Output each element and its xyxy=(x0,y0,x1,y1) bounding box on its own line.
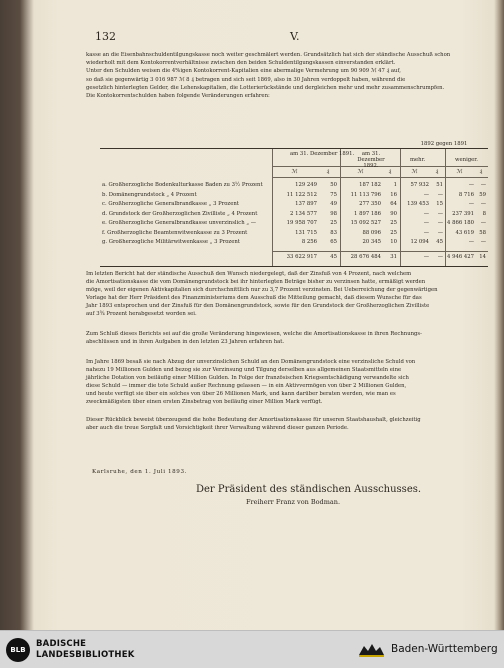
row-label: c. Großherzogliche Generalbrandkasse „ 3 Prozent xyxy=(102,201,239,207)
body-line: nahezu 19 Millionen Gulden und bezog sie zur Verzinsung und Tilgung derselben aus allgemeinen Staatsmitteln eine xyxy=(86,367,402,373)
table-cell: 83 xyxy=(330,229,337,236)
table-cell: 64 xyxy=(390,201,397,207)
table-cell: 139 453 xyxy=(407,201,429,207)
body-line: jährliche Dotation von beiläufig einer Million Gulden. In Folge der französischen Kriegsentschädigung verwandelte sich xyxy=(86,375,409,381)
body-line: Jahr 1893 entsprochen und der Zinsfuß für den Domänengrundstock, sowie für den Grundstock der Großherzoglichen Zivilliste xyxy=(86,303,430,309)
table-cell: 8 xyxy=(482,210,486,217)
table-cell: 25 xyxy=(390,229,397,236)
state-name: Baden-Württemberg xyxy=(391,643,498,655)
table-cell: 11 122 512 xyxy=(286,191,317,198)
col-header-more: mehr. xyxy=(410,157,426,163)
table-cell: — xyxy=(423,229,429,236)
table-cell: 1 897 186 xyxy=(354,210,381,217)
table-cell: — xyxy=(468,239,474,245)
table-cell: — xyxy=(480,201,486,207)
table-cell: 237 391 xyxy=(452,210,474,217)
intro-line: Unter den Schulden weisen die 4%igen Kontokorrent-Kapitalien eine abermalige Vermehrung um 90 909 ℳ 47 ₰ auf, xyxy=(86,68,401,75)
table-cell: 51 xyxy=(436,182,443,188)
dateline: Karlsruhe, den 1. Juli 1893. xyxy=(92,469,187,475)
table-cell: 43 619 xyxy=(455,229,474,236)
library-name-line2: LANDESBIBLIOTHEK xyxy=(36,650,135,660)
unit-cell: ℳ xyxy=(357,169,364,175)
table-cell: — xyxy=(480,182,486,188)
table-cell: 11 113 796 xyxy=(350,191,381,198)
table-cell: 19 958 707 xyxy=(286,220,317,226)
total-cell: — xyxy=(423,254,429,260)
table-cell: 88 096 xyxy=(362,229,381,236)
table-cell: 137 897 xyxy=(295,201,317,207)
unit-cell: ₰ xyxy=(479,169,483,175)
col-header-less: weniger. xyxy=(455,157,478,163)
library-footer xyxy=(0,630,504,668)
table-cell: — xyxy=(437,191,443,198)
body-line: Im letzten Bericht hat der ständische Ausschuß den Wunsch niedergelegt, daß der Zinsfuß von 4 Prozent, nach welchem xyxy=(86,271,412,277)
unit-cell: ℳ xyxy=(456,169,463,175)
body-line: abschlüssen und in ihren Aufgaben in den letzten 23 Jahren erfahren hat. xyxy=(86,339,285,345)
table-cell: 131 715 xyxy=(295,229,317,236)
row-label: a. Großherzogliche Bodenkulturkasse Baden zu 3½ Prozent xyxy=(102,182,263,188)
body-line: auf 3¾ Prozent herabgesetzt worden sei. xyxy=(86,311,197,317)
table-cell: 58 xyxy=(479,229,486,236)
total-cell: 45 xyxy=(330,254,337,260)
body-line: diese Schuld — immer die tote Schuld außer Rechnung gelassen — in ein Aktivvermögen von über 2 Millionen Gulden, xyxy=(86,383,407,389)
contokorrent-table xyxy=(100,141,488,267)
table-cell: 15 092 527 xyxy=(350,220,381,226)
total-cell: 28 676 484 xyxy=(350,254,381,260)
unit-cell: ₰ xyxy=(435,169,439,175)
table-cell: — xyxy=(423,220,429,226)
blb-logo-icon: BLB xyxy=(6,638,30,662)
library-name-line1: BADISCHE xyxy=(36,639,87,649)
section-number: V. xyxy=(290,30,300,43)
table-cell: 59 xyxy=(479,191,486,198)
table-cell: 129 249 xyxy=(295,182,317,188)
body-line: Zum Schluß dieses Berichts sei auf die große Veränderung hingewiesen, welche die Amortisationskasse in ihren Rechnungs- xyxy=(86,331,422,337)
unit-cell: ₰ xyxy=(326,169,330,175)
row-label: d. Grundstock der Großherzoglichen Zivilliste „ 4 Prozent xyxy=(102,210,258,217)
unit-cell: ℳ xyxy=(291,169,298,175)
total-cell: 33 622 917 xyxy=(286,254,317,260)
body-line: Vorlage hat der Herr Präsident des Finanzministeriums dem Ausschuß die Mitteilung gemacht, daß diesem Wunsche für das xyxy=(86,295,422,301)
table-cell: 12 094 xyxy=(410,239,429,245)
baden-wuerttemberg-crest-icon xyxy=(356,641,386,659)
table-cell: 4 866 180 xyxy=(447,220,474,226)
intro-line: gesetzlich hinterlegten Gelder, die Lehenskapitalien, die Lotterierückstände und dergleichen mehr und mehr zusammenschrumpfen. xyxy=(86,84,445,91)
table-cell: 65 xyxy=(330,239,337,245)
body-line: Dieser Rückblick beweist überzeugend die hohe Bedeutung der Amortisationskasse für unseren Staatshaushalt, gleichzeitig xyxy=(86,417,421,423)
table-cell: — xyxy=(437,220,443,226)
table-cell: — xyxy=(423,210,429,217)
intro-line: wiederholt mit dem Kontokorrentverhältnisse zwischen den beiden Schuldentilgungskassen einverstanden erklärt. xyxy=(86,60,396,67)
table-cell: 90 xyxy=(390,210,397,217)
table-cell: — xyxy=(437,210,443,217)
row-label: b. Domänengrundstock „ 4 Prozent xyxy=(102,191,197,198)
total-cell: 14 xyxy=(479,254,486,260)
row-label: e. Großherzogliche Generalbrandkasse unverzinslich „ — xyxy=(102,220,257,226)
body-line: zweckmäßigsten über einen ersten Zinsbetrag von beiläufig einer Million Mark verfügt. xyxy=(86,399,323,405)
body-line: die Amortisationskasse die vom Domänengrundstock bei ihr hinterlegten Beträge bisher zu verzinsen hatte, ermäßigt werden xyxy=(86,279,426,285)
body-line: aber auch die treue Sorgfalt und Vorsichtigkeit ihrer Verwaltung während dieser ganzen Periode. xyxy=(86,425,349,431)
row-label: g. Großherzogliche Militärwitwenkasse „ 3 Prozent xyxy=(102,239,240,245)
table-cell: 25 xyxy=(330,220,337,226)
table-cell: 45 xyxy=(436,239,443,245)
table-cell: 10 xyxy=(390,239,397,245)
table-cell: — xyxy=(468,182,474,188)
total-cell: 4 946 427 xyxy=(447,254,474,260)
row-label: f. Großherzogliche Beamtenwitwenkasse zu 3 Prozent xyxy=(102,229,248,236)
table-cell: — xyxy=(480,239,486,245)
table-cell: 187 182 xyxy=(359,182,381,188)
table-cell: 57 932 xyxy=(410,182,429,188)
intro-line: so daß sie gegenwärtig 3 016 987 ℳ 8 ₰ betragen und sich seit 1869, also in 30 Jahren verdoppelt haben, während die xyxy=(86,76,406,83)
table-cell: 2 134 577 xyxy=(290,210,317,217)
total-cell: — xyxy=(437,254,443,260)
signature-title: Der Präsident des ständischen Ausschusses. xyxy=(196,484,422,495)
intro-line: Die Kontokorrentschulden haben folgende Veränderungen erfahren: xyxy=(86,93,270,99)
body-line: Im Jahre 1869 besaß sie nach Abzug der unverzinslichen Schuld an den Domänengrundstock eine verzinsliche Schuld von xyxy=(86,359,416,365)
col-header-1892: am 31. Dezember 1892. xyxy=(357,151,385,169)
total-cell: 31 xyxy=(390,254,397,260)
page-number: 132 xyxy=(95,30,116,43)
table-cell: 8 716 xyxy=(458,191,474,198)
table-cell: 15 xyxy=(436,201,443,207)
table-cell: 16 xyxy=(390,191,397,198)
table-cell: 98 xyxy=(330,210,337,217)
intro-line: kasse an die Eisenbahnschuldentilgungskasse noch weiter geschmälert werden. Grundsätzlich hat sich der ständische Ausschuß schon xyxy=(86,52,451,58)
body-line: und heute verfügt sie über ein solches von über 26 Millionen Mark, und kann darüber beraten werden, wie man es xyxy=(86,391,396,397)
table-cell: — xyxy=(480,220,486,226)
body-line: möge, weil der eigenen Aktivkapitalien sich durchschnittlich nur zu 3,7 Prozent verzinsten. Bei Ueberreichung der gegenwärtigen xyxy=(86,287,438,293)
table-cell: 1 xyxy=(393,182,397,188)
table-cell: — xyxy=(437,229,443,236)
signature-name: Freiherr Franz von Bodman. xyxy=(246,498,341,506)
col-header-comparison: 1892 gegen 1891 xyxy=(420,141,468,147)
table-cell: 25 xyxy=(390,220,397,226)
table-cell: — xyxy=(468,201,474,207)
table-cell: 50 xyxy=(330,182,337,188)
unit-cell: ℳ xyxy=(411,169,418,175)
table-cell: 75 xyxy=(330,191,337,198)
table-cell: 49 xyxy=(330,201,337,207)
unit-cell: ₰ xyxy=(388,169,392,175)
table-cell: 277 350 xyxy=(359,201,381,207)
table-cell: — xyxy=(423,191,429,198)
table-cell: 20 345 xyxy=(362,239,381,245)
table-cell: 8 256 xyxy=(301,239,317,245)
col-header-1891: am 31. Dezember 1891. xyxy=(290,151,355,157)
